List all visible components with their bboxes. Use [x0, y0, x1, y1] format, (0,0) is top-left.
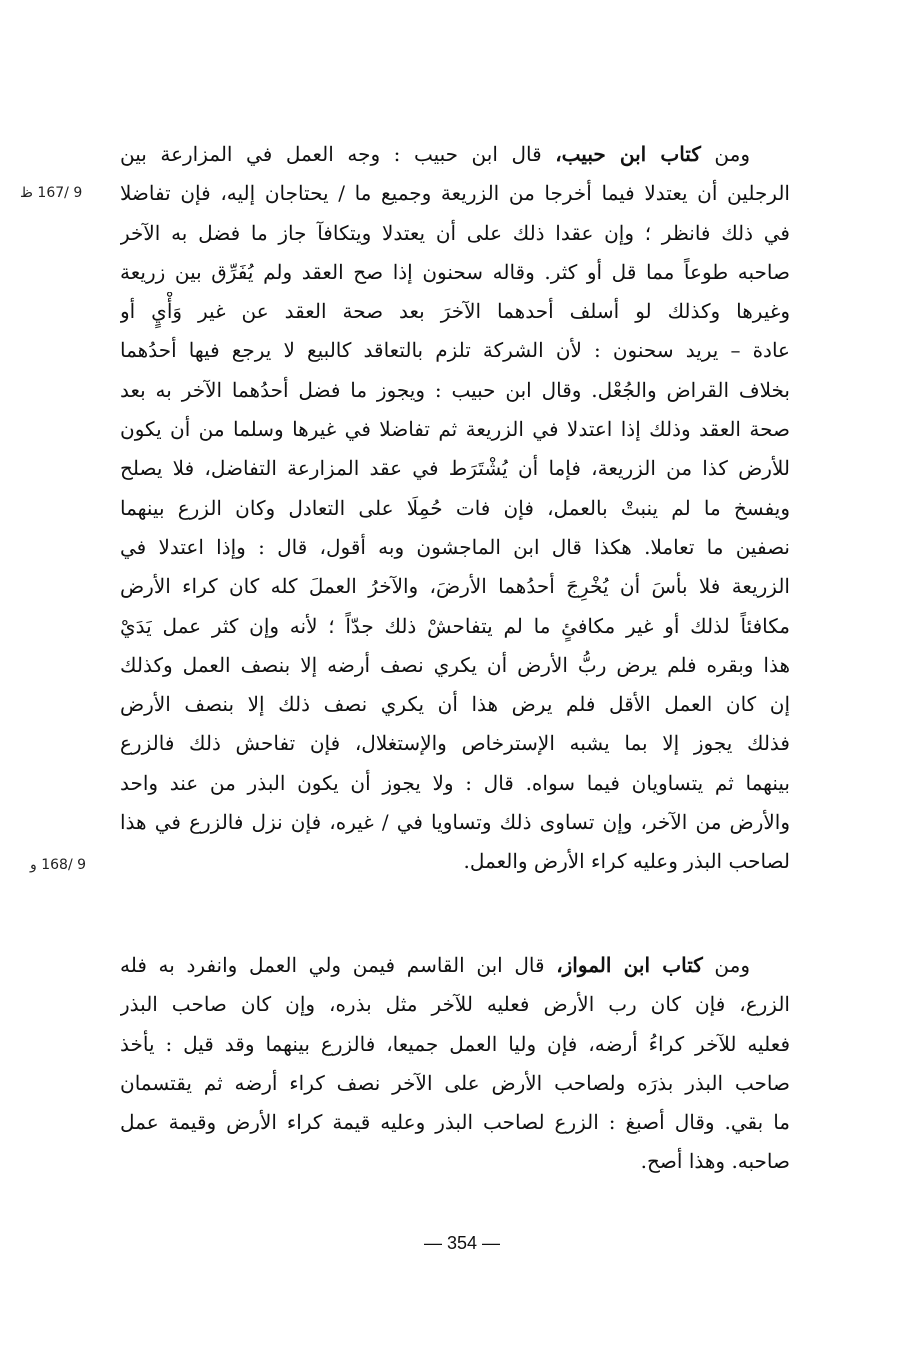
text-line: وغيرها وكذلك لو أسلف أحدهما الآخرَ بعد صحة العقد عن غير وَأْيٍ أو	[120, 299, 790, 324]
text-line: نصفين ما تعاملا. هكذا قال ابن الماجشون وبه أقول، قال : وإذا اعتدلا في	[120, 534, 790, 559]
source-title: كتاب ابن المواز،	[556, 953, 703, 977]
source-title: كتاب ابن حبيب،	[555, 142, 701, 166]
text-line: صحة العقد وذلك إذا اعتدلا في الزريعة ثم تفاضلا في غيرها وسلما من أن يكون	[120, 417, 790, 442]
text-line: صاحبه. وهذا أصح.	[640, 1149, 790, 1174]
line-text: قال ابن حبيب : وجه العمل في المزارعة بين	[120, 142, 556, 166]
paragraph-ibn-habib	[120, 135, 790, 882]
folio-marker: 9 /167 ظ	[20, 185, 83, 201]
text-line: صاحبه طوعاً مما قل أو كثر. وقاله سحنون إذا صح العقد ولم يُفَرِّق بين زريعة	[120, 259, 790, 284]
text-line: ما بقي. وقال أصبغ : الزرع لصاحب البذر وعليه قيمة كراء الأرض وقيمة عمل	[120, 1110, 790, 1135]
text-line: فعليه للآخر كراءُ أرضه، فإن وليا العمل جميعا، فالزرع بينهما وقد قيل : يأخذ	[120, 1031, 790, 1056]
text-line: إن كان العمل الأقل فلم يرض هذا أن يكري نصف ذلك إلا بنصف الأرض	[120, 692, 790, 717]
text-line: ويفسخ ما لم ينبتْ بالعمل، فإن فات حُمِلَا على التعادل وكان الزرع بينهما	[120, 495, 790, 520]
text-line: الزريعة فلا بأسَ أن يُخْرِجَ أحدُهما الأرضَ، والآخرُ العملَ كله كان كراء الأرض	[120, 574, 790, 599]
text-line: مكافئاً لذلك أو غير مكافئٍ ما لم يتفاحشْ ذلك جدّاً ؛ لأنه وإن كثر عمل يَدَيْ	[120, 613, 790, 638]
text-line	[120, 946, 790, 985]
folio-marker: 9 /168 و	[30, 857, 87, 873]
text-line	[120, 135, 790, 174]
text-line: صاحب البذر بذرَه ولصاحب الأرض على الآخر نصف كراء أرضه ثم يقتسمان	[120, 1070, 790, 1095]
text-line: للأرض كذا من الزريعة، فإما أن يُشْتَرَط في عقد المزارعة التفاضل، فلا يصلح	[120, 456, 790, 481]
line-text: قال ابن القاسم فيمن ولي العمل وانفرد به فله	[120, 953, 557, 977]
lead-text: ومن	[700, 142, 751, 166]
lead-text: ومن	[702, 953, 750, 977]
text-line: بخلاف القراض والجُعْل. وقال ابن حبيب : ويجوز ما فضل أحدُهما الآخر به بعد	[120, 377, 790, 402]
text-line: في ذلك فانظر ؛ وإن عقدا ذلك على أن يعتدلا ويتكافآ جاز ما فضل به الآخر	[120, 220, 790, 245]
text-line: والأرض من الآخر، وإن تساوى ذلك وتساويا في / غيره، فإن نزل فالزرع في هذا	[120, 810, 790, 835]
text-line: عادة – يريد سحنون : لأن الشركة تلزم بالتعاقد كالبيع لا يرجع فيها أحدُهما	[120, 338, 790, 363]
text-line: الرجلين أن يعتدلا فيما أخرجا من الزريعة وجميع ما / يحتاجان إليه، فإن تفاضلا	[120, 181, 790, 206]
text-line: لصاحب البذر وعليه كراء الأرض والعمل.	[463, 849, 790, 874]
page-number: — 354 —	[423, 1233, 501, 1253]
text-line: فذلك يجوز إلا بما يشبه الإسترخاص والإستغلال، فإن تفاحش ذلك فالزرع	[120, 731, 790, 756]
text-line: الزرع، فإن كان رب الأرض فعليه للآخر مثل بذره، وإن كان صاحب البذر	[120, 992, 790, 1017]
text-line: بينهما ثم يتساويان فيما سواه. قال : ولا يجوز أن يكون البذر من عند واحد	[120, 770, 790, 795]
text-line: هذا وبقره فلم يرض ربُّ الأرض أن يكري نصف أرضه إلا بنصف العمل وكذلك	[120, 652, 790, 677]
paragraph-ibn-al-mawwaz	[120, 946, 790, 1182]
